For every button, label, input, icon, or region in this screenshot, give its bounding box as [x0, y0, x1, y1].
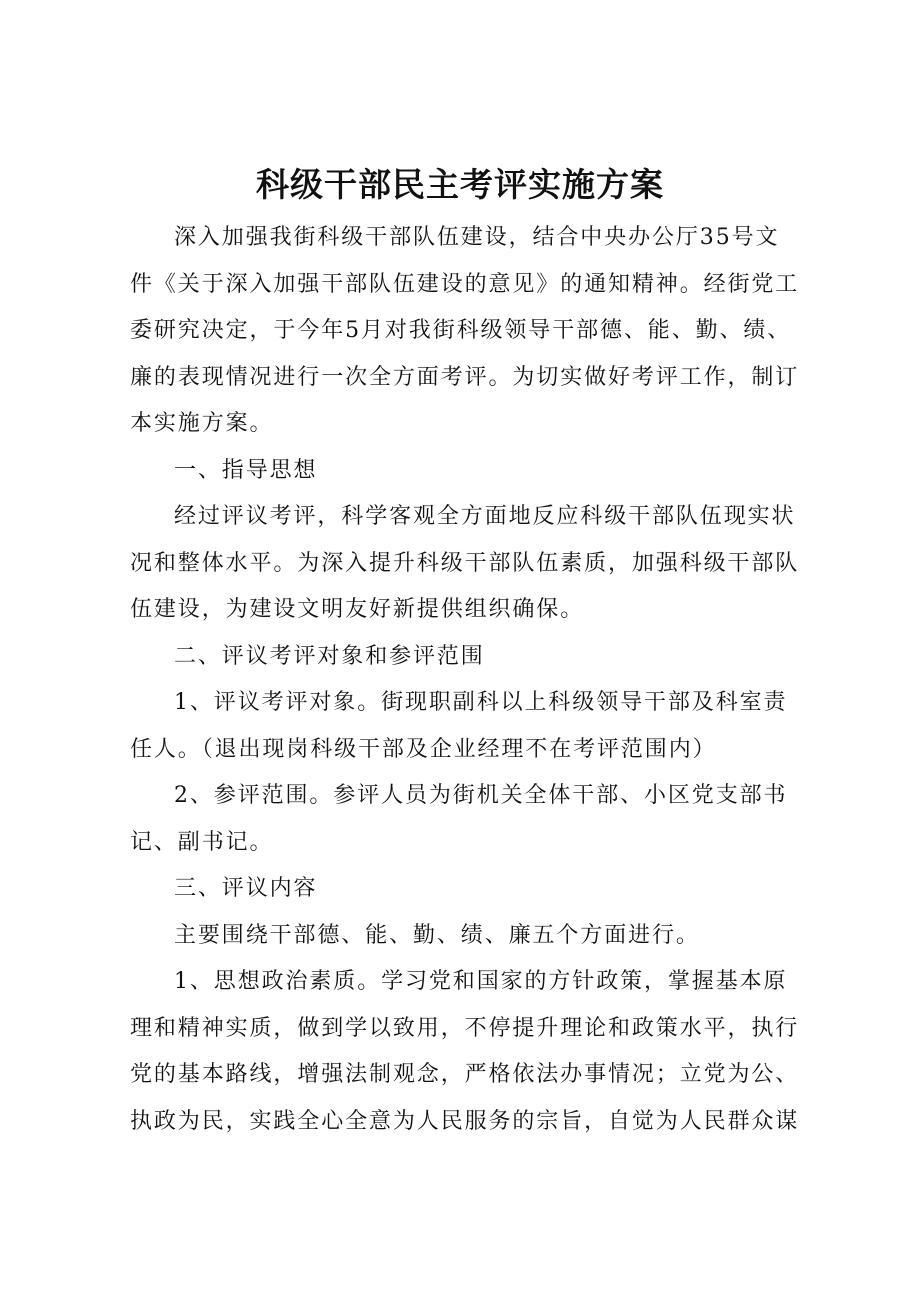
text-line: 理和精神实质，做到学以致用，不停提升理论和政策水平，执行 — [130, 1015, 800, 1041]
text-line: 主要围绕干部德、能、勤、绩、廉五个方面进行。 — [174, 922, 700, 948]
text-line: 委研究决定，于今年5月对我街科级领导干部德、能、勤、绩、 — [130, 318, 792, 343]
text-line: 执政为民，实践全心全意为人民服务的宗旨，自觉为人民群众谋 — [130, 1108, 800, 1134]
text-line: 2、参评范围。参评人员为街机关全体干部、小区党支部书 — [174, 783, 788, 808]
text-line: 党的基本路线，增强法制观念，严格依法办事情况；立党为公、 — [130, 1062, 800, 1087]
text-line: 三、评议内容 — [174, 876, 318, 901]
text-line: 任人。（退出现岗科级干部及企业经理不在考评范围内） — [130, 736, 717, 762]
text-line: 廉的表现情况进行一次全方面考评。为切实做好考评工作，制订 — [130, 364, 800, 390]
text-line: 伍建设，为建设文明友好新提供组织确保。 — [130, 597, 585, 622]
text-line: 况和整体水平。为深入提升科级干部队伍素质，加强科级干部队 — [130, 550, 800, 576]
text-line: 记、副书记。 — [130, 829, 274, 855]
text-line: 本实施方案。 — [130, 411, 274, 436]
text-line: 1、思想政治素质。学习党和国家的方针政策，掌握基本原 — [174, 969, 788, 994]
text-line: 深入加强我街科级干部队伍建设，结合中央办公厅35号文 — [174, 225, 780, 250]
text-line: 一、指导思想 — [174, 457, 318, 483]
text-line: 件《关于深入加强干部队伍建设的意见》的通知精神。经街党工 — [130, 271, 800, 297]
text-line: 1、评议考评对象。街现职副科以上科级领导干部及科室责 — [174, 690, 788, 715]
document-title: 科级干部民主考评实施方案 — [256, 165, 664, 204]
text-line: 经过评议考评，科学客观全方面地反应科级干部队伍现实状 — [174, 504, 796, 529]
text-line: 二、评议考评对象和参评范围 — [174, 643, 485, 669]
document-body — [130, 215, 810, 1145]
